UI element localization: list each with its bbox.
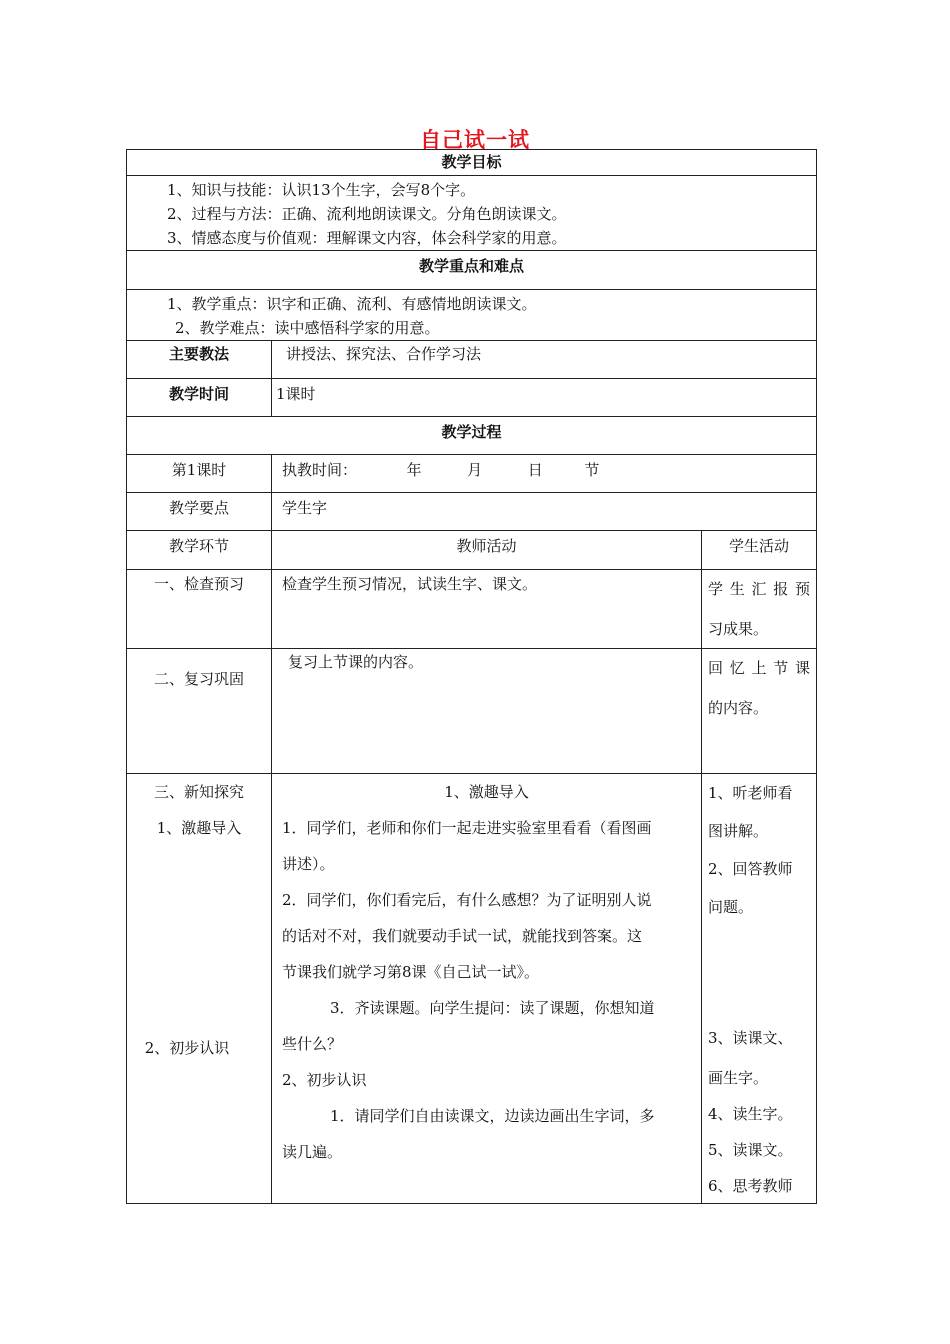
- exec-time-label: 执教时间：: [282, 461, 358, 479]
- time-value: 1课时: [272, 379, 817, 417]
- focus-value: 学生字: [272, 493, 817, 531]
- exec-day: 日: [527, 461, 543, 479]
- objectives-list: [127, 176, 817, 251]
- time-label: 教学时间: [127, 379, 272, 417]
- method-label: 主要教法: [127, 341, 272, 379]
- keypoint-item: 2、教学难点：读中感悟科学家的用意。: [175, 319, 440, 337]
- student-activity-3: 1、听老师看 图讲解。 2、回答教师 问题。 3、读课文、 画生字。 4、读生字。 5、读课文。 6、思考教师: [702, 774, 817, 1204]
- objective-item: 3、情感态度与价值观：理解课文内容，体会科学家的用意。: [167, 229, 567, 247]
- exec-month: 月: [467, 461, 483, 479]
- column-stage: 教学环节: [127, 531, 272, 570]
- exec-year: 年: [406, 461, 422, 479]
- teacher-activity-3: 1、激趣导入 1．同学们，老师和你们一起走进实验室里看看（看图画 讲述）。 2．同学们，你们看完后，有什么感想？为了证明别人说 的话对不对，我们就要动手试一试，就能找到答案。这 节课我们就学习第8课《自己试一试》。 3．齐读课题。向学生提问：读了课题，你想知道 些什么？ 2、初步认识 1．请同学们自由读课文，边读边画出生字词，多 读几遍。: [272, 774, 702, 1204]
- objectives-header: 教学目标: [127, 150, 817, 176]
- teacher-activity-1: 检查学生预习情况，试读生字、课文。: [272, 570, 702, 649]
- focus-label: 教学要点: [127, 493, 272, 531]
- objective-item: 2、过程与方法：正确、流利地朗读课文。分角色朗读课文。: [167, 205, 567, 223]
- exec-section: 节: [584, 461, 600, 479]
- student-activity-2: 回忆上节课 的内容。: [702, 649, 817, 774]
- exec-time-row: [272, 455, 817, 493]
- stage-check-preview: 一、检查预习: [127, 570, 272, 649]
- lesson-plan-table: [126, 149, 817, 1204]
- stage-new-knowledge: 三、新知探究 1、激趣导入 2、初步认识: [127, 774, 272, 1204]
- keypoint-item: 1、教学重点：识字和正确、流利、有感情地朗读课文。: [167, 295, 537, 313]
- column-student: 学生活动: [702, 531, 817, 570]
- stage-review: 二、复习巩固: [127, 649, 272, 774]
- keypoints-header: 教学重点和难点: [127, 251, 817, 290]
- column-teacher: 教师活动: [272, 531, 702, 570]
- teacher-activity-2: 复习上节课的内容。: [272, 649, 702, 774]
- keypoints-list: [127, 290, 817, 341]
- method-value: 讲授法、探究法、合作学习法: [272, 341, 817, 379]
- objective-item: 1、知识与技能：认识13个生字，会写8个字。: [167, 181, 476, 199]
- teacher-activity-heading: 1、激趣导入: [444, 783, 529, 801]
- lesson-period: 第1课时: [127, 455, 272, 493]
- process-header: 教学过程: [127, 417, 817, 455]
- student-activity-1: 学生汇报预 习成果。: [702, 570, 817, 649]
- document-title: 自己试一试: [420, 128, 530, 152]
